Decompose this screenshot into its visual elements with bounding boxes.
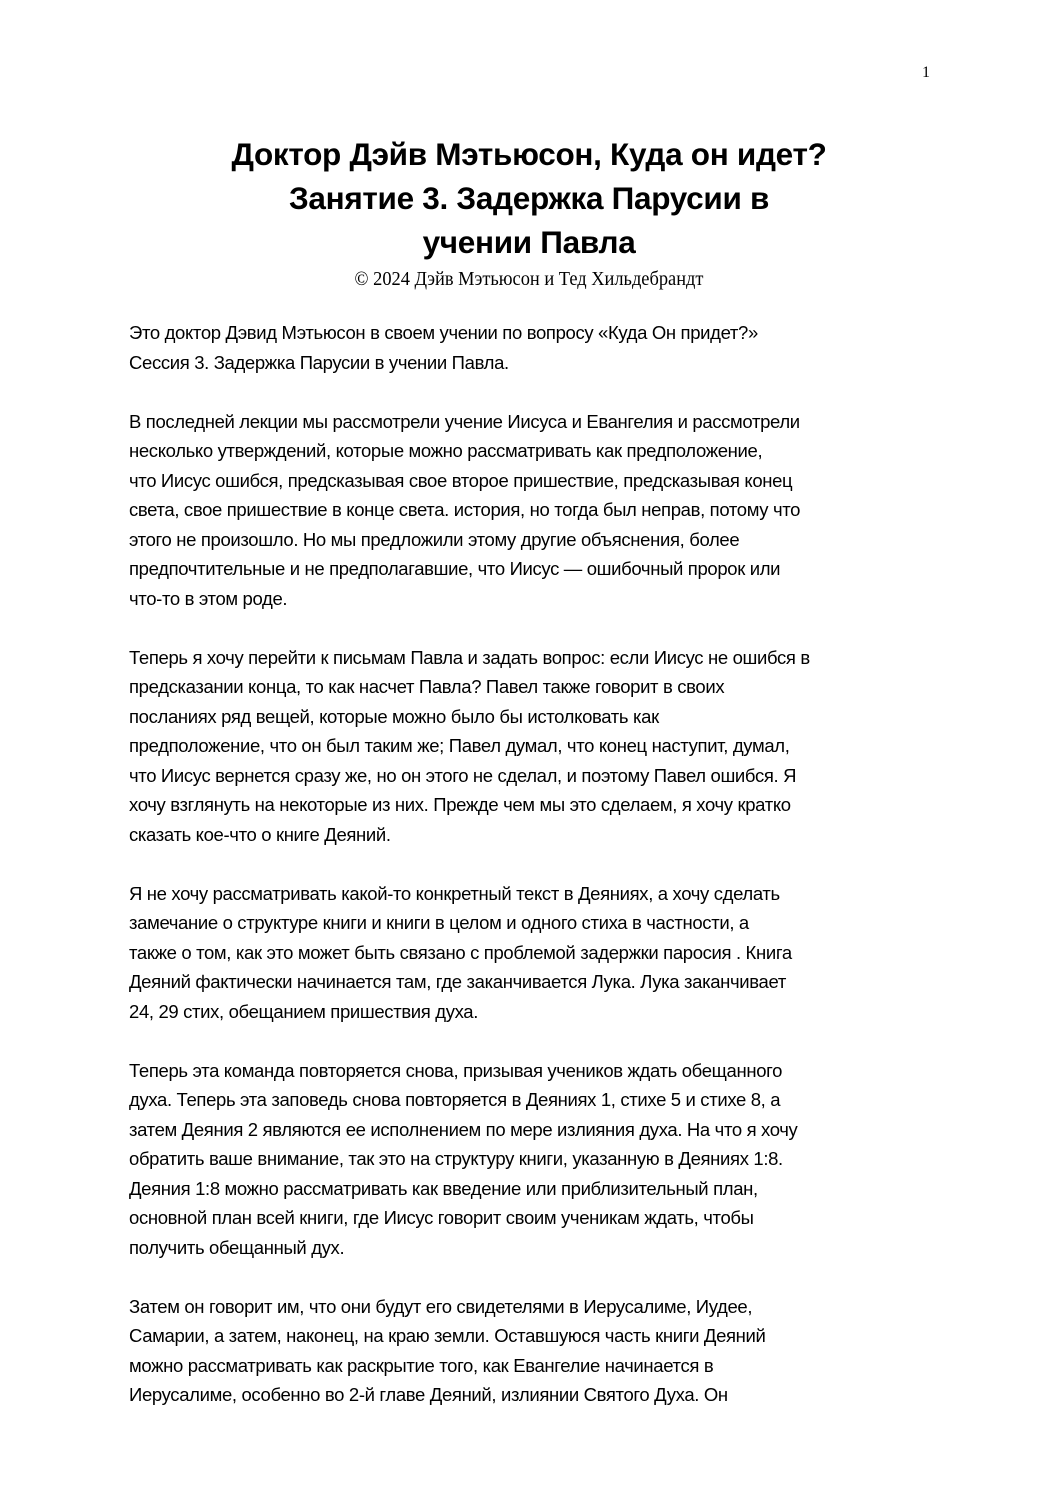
text-line: обратить ваше внимание, так это на структуру книги, указанную в Деяниях 1:8. <box>129 1148 783 1169</box>
text-line: духа. Теперь эта заповедь снова повторяется в Деяниях 1, стихе 5 и стихе 8, а <box>129 1089 781 1110</box>
text-line: Это доктор Дэвид Мэтьюсон в своем учении по вопросу «Куда Он придет?» <box>129 322 758 343</box>
text-line: хочу взглянуть на некоторые из них. Прежде чем мы это сделаем, я хочу кратко <box>129 794 791 815</box>
paragraph <box>129 407 949 614</box>
text-line: предпочтительные и не предполагавшие, что Иисус — ошибочный пророк или <box>129 558 781 579</box>
text-line: предсказании конца, то как насчет Павла? Павел также говорит в своих <box>129 676 725 697</box>
text-line: сказать кое-что о книге Деяний. <box>129 823 391 845</box>
text-line: Деяний фактически начинается там, где заканчивается Лука. Лука заканчивает <box>129 971 786 992</box>
paragraph <box>129 318 949 377</box>
title-line: Занятие 3. Задержка Парусии в <box>288 180 770 216</box>
text-line: Иерусалиме, особенно во 2-й главе Деяний, излиянии Святого Духа. Он <box>129 1384 728 1405</box>
text-line: несколько утверждений, которые можно рассматривать как предположение, <box>129 440 763 461</box>
document-body <box>129 318 949 1439</box>
document-title <box>0 132 1058 264</box>
text-line: что Иисус вернется сразу же, но он этого не сделал, и поэтому Павел ошибся. Я <box>129 764 797 786</box>
text-line: также о том, как это может быть связано с проблемой задержки паросия . Книга <box>129 941 792 963</box>
text-line: Теперь эта команда повторяется снова, призывая учеников ждать обещанного <box>129 1059 783 1081</box>
text-line: получить обещанный дух. <box>129 1236 345 1258</box>
text-line: Деяния 1:8 можно рассматривать как введение или приблизительный план, <box>129 1177 758 1199</box>
text-line: В последней лекции мы рассмотрели учение Иисуса и Евангелия и рассмотрели <box>129 410 800 432</box>
text-line: затем Деяния 2 являются ее исполнением по мере излияния духа. На что я хочу <box>129 1118 798 1140</box>
text-line: предположение, что он был таким же; Павел думал, что конец наступит, думал, <box>129 735 790 756</box>
paragraph <box>129 879 949 1027</box>
text-line: этого не произошло. Но мы предложили этому другие объяснения, более <box>129 528 740 550</box>
text-line: замечание о структуре книги и книги в целом и одного стиха в частности, а <box>129 912 749 933</box>
text-line: Я не хочу рассматривать какой-то конкретный текст в Деяниях, а хочу сделать <box>129 882 780 904</box>
paragraph <box>129 1292 949 1410</box>
paragraph <box>129 1056 949 1263</box>
text-line: что-то в этом роде. <box>129 587 288 609</box>
title-line: Доктор Дэйв Мэтьюсон, Куда он идет? <box>231 136 827 172</box>
text-line: основной план всей книги, где Иисус говорит своим ученикам ждать, чтобы <box>129 1207 754 1228</box>
text-line: света, свое пришествие в конце света. история, но тогда был неправ, потому что <box>129 499 801 520</box>
text-line: Самарии, а затем, наконец, на краю земли. Оставшуюся часть книги Деяний <box>129 1325 766 1346</box>
text-line: 24, 29 стих, обещанием пришествия духа. <box>129 1000 479 1022</box>
paragraph <box>129 643 949 850</box>
text-line: Теперь я хочу перейти к письмам Павла и задать вопрос: если Иисус не ошибся в <box>129 646 810 668</box>
text-line: Сессия 3. Задержка Парусии в учении Павла. <box>129 351 509 373</box>
text-line: можно рассматривать как раскрытие того, как Евангелие начинается в <box>129 1354 714 1376</box>
page-number: 1 <box>922 64 930 81</box>
text-line: что Иисус ошибся, предсказывая свое второе пришествие, предсказывая конец <box>129 469 793 491</box>
text-line: посланиях ряд вещей, которые можно было бы истолковать как <box>129 705 659 727</box>
text-line: Затем он говорит им, что они будут его свидетелями в Иерусалиме, Иудее, <box>129 1295 753 1317</box>
title-line: учении Павла <box>422 224 636 260</box>
copyright-line: © 2024 Дэйв Мэтьюсон и Тед Хильдебрандт <box>354 268 704 290</box>
